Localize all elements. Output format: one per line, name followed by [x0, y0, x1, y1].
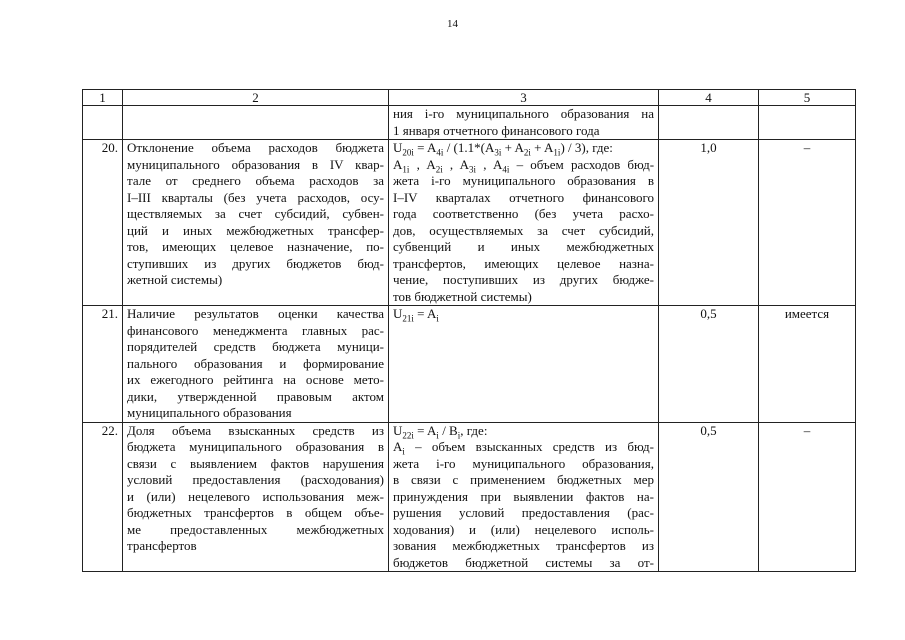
desc-line: их ежегодного рейтинга на основе мето-	[127, 372, 384, 387]
continuation-num	[83, 106, 123, 140]
formula-head: $U_{20i} = A_{4i} / (1.1*(A_{3i} + A_{2i} + A_{1i}) / 3)$, где:	[393, 140, 613, 158]
table-row	[83, 140, 856, 306]
row-description	[123, 140, 389, 306]
row-weight: 0,5	[659, 306, 759, 423]
desc-line: бюджета муниципального образования в	[127, 439, 384, 454]
continuation-extra	[759, 106, 856, 140]
header-col-4: 4	[659, 90, 759, 106]
formula-line: ходования) и (или) нецелевого исполь-	[393, 521, 654, 537]
desc-line: ме предоставленных межбюджетных	[127, 521, 384, 537]
formula-line: принуждения при выявлении фактов на-	[393, 488, 654, 504]
desc-line: трансфертов	[127, 538, 197, 553]
desc-line: условий предоставления (расходования)	[127, 472, 384, 487]
formula-line: бюджетов бюджетной системы за от-	[393, 554, 654, 570]
desc-line: тов, имеющих целевое назначение, по-	[127, 239, 384, 254]
formula-head: $U_{21i} = A_i$	[393, 306, 439, 324]
desc-line: жетной системы)	[127, 272, 223, 287]
desc-line: ций и иных межбюджетных трансфер-	[127, 222, 384, 238]
row-formula	[389, 306, 659, 423]
desc-line: ществляемых за счет субсидий, субвен-	[127, 206, 384, 221]
desc-line: порядителей средств бюджета муници-	[127, 339, 384, 354]
row-extra: –	[759, 140, 856, 306]
desc-line: финансового менеджмента главных рас-	[127, 322, 384, 338]
table-row	[83, 422, 856, 572]
row-number: 21.	[83, 306, 123, 423]
formula-line: года соответственно (без учета расхо-	[393, 206, 654, 221]
formula-line: в связи с применением бюджетных мер	[393, 472, 654, 487]
row-description	[123, 422, 389, 572]
continuation-formula	[389, 106, 659, 140]
row-number: 20.	[83, 140, 123, 306]
row-formula	[389, 422, 659, 572]
desc-line: и (или) нецелевого использования меж-	[127, 488, 384, 504]
header-row	[83, 90, 856, 106]
row-weight: 1,0	[659, 140, 759, 306]
indicator-table	[82, 89, 856, 572]
desc-line: Наличие результатов оценки качества	[127, 306, 384, 321]
header-col-5: 5	[759, 90, 856, 106]
formula-line: субвенций и иных межбюджетных	[393, 239, 654, 254]
desc-line: бюджетных трансфертов в общем объе-	[127, 505, 384, 520]
desc-line: Отклонение объема расходов бюджета	[127, 140, 384, 155]
formula-line: $A_i$ – объем взысканных средств из бюд-	[393, 439, 654, 457]
table-row	[83, 306, 856, 423]
continuation-line: 1 января отчетного финансового года	[393, 122, 600, 138]
row-extra: –	[759, 422, 856, 572]
formula-line: дов, осуществляемых за счет субсидий,	[393, 222, 654, 238]
header-col-2: 2	[123, 90, 389, 106]
formula-head: $U_{22i} = A_i / B_i$, где:	[393, 422, 488, 441]
continuation-line: ния i-го муниципального образования на	[393, 106, 654, 121]
row-formula	[389, 140, 659, 306]
formula-line: жета i-го муниципального образования,	[393, 455, 654, 471]
row-description	[123, 306, 389, 423]
row-number: 22.	[83, 422, 123, 572]
formula-line: жета i-го муниципального образования в	[393, 173, 654, 188]
formula-line: чение, поступивших из других бюдже-	[393, 272, 654, 287]
desc-line: I–III кварталы (без учета расходов, осу-	[127, 189, 384, 205]
desc-line: муниципального образования в IV квар-	[127, 156, 384, 172]
desc-line: дики, утвержденной правовым актом	[127, 388, 384, 404]
continuation-row	[83, 106, 856, 140]
formula-line: зования межбюджетных трансфертов из	[393, 538, 654, 553]
header-col-3: 3	[389, 90, 659, 106]
formula-line: I–IV кварталах отчетного финансового	[393, 189, 654, 205]
row-extra: имеется	[759, 306, 856, 423]
header-col-1: 1	[83, 90, 123, 106]
formula-line: тов бюджетной системы)	[393, 288, 532, 304]
desc-line: ступивших из других бюджетов бюд-	[127, 255, 384, 271]
desc-line: пального образования и формирование	[127, 355, 384, 371]
desc-line: тале от среднего объема расходов за	[127, 173, 384, 188]
formula-line: трансфертов, имеющих целевое назна-	[393, 255, 654, 271]
page-number: 14	[447, 18, 458, 30]
row-weight: 0,5	[659, 422, 759, 572]
continuation-desc	[123, 106, 389, 140]
desc-line: Доля объема взысканных средств из	[127, 422, 384, 438]
formula-line: рушения условий предоставления (рас-	[393, 505, 654, 520]
formula-line: $A_{1i}$ , $A_{2i}$ , $A_{3i}$ , $A_{4i}$ – объем расходов бюд-	[393, 156, 655, 175]
desc-line: связи с выявлением фактов нарушения	[127, 455, 384, 471]
continuation-weight	[659, 106, 759, 140]
desc-line: муниципального образования	[127, 405, 292, 420]
